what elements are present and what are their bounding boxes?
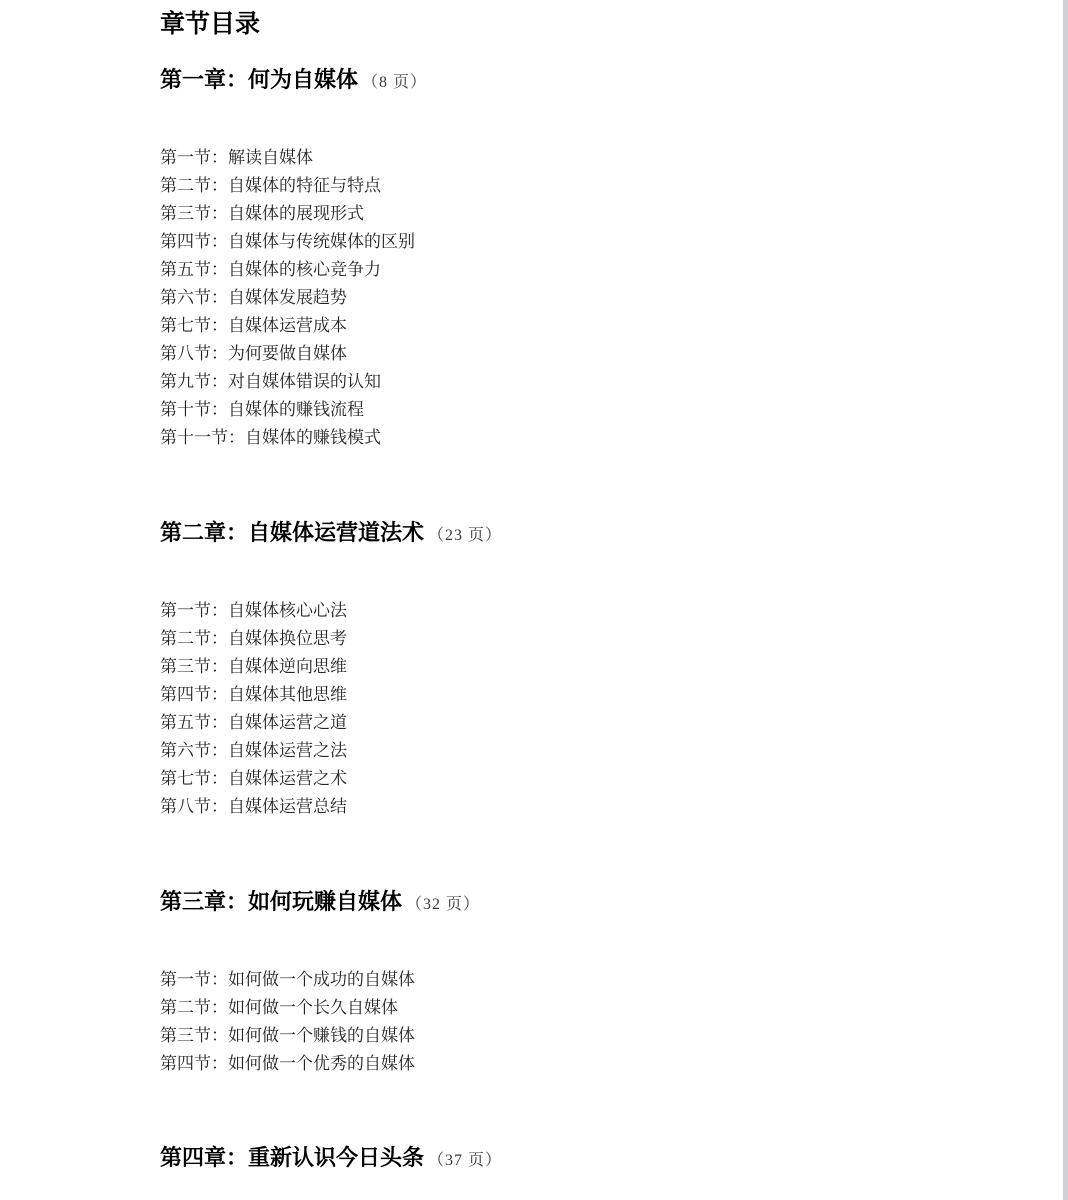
section-item: 第十一节：自媒体的赚钱模式 — [160, 428, 381, 447]
section-item: 第一节：如何做一个成功的自媒体 — [160, 970, 415, 989]
section-item: 第四节：自媒体与传统媒体的区别 — [160, 232, 415, 251]
chapter-3-heading — [160, 888, 1028, 919]
chapter-3-page-count: （32 页） — [406, 896, 481, 913]
section-item: 第五节：自媒体运营之道 — [160, 713, 347, 732]
chapter-1-heading — [160, 66, 1028, 97]
page-title: 章节目录 — [160, 10, 261, 38]
chapter-4 — [160, 1144, 1028, 1175]
chapter-4-heading — [160, 1144, 1028, 1175]
section-item: 第九节：对自媒体错误的认知 — [160, 372, 381, 391]
section-item: 第三节：如何做一个赚钱的自媒体 — [160, 1026, 415, 1045]
chapter-4-page-count: （37 页） — [428, 1152, 503, 1169]
section-item: 第三节：自媒体逆向思维 — [160, 657, 347, 676]
section-item: 第七节：自媒体运营之术 — [160, 769, 347, 788]
chapter-3 — [160, 888, 1028, 1078]
chapter-4-title: 第四章：重新认识今日头条 — [160, 1145, 425, 1170]
scrollbar[interactable] — [1063, 0, 1068, 1200]
section-item: 第二节：如何做一个长久自媒体 — [160, 998, 398, 1017]
chapter-2-page-count: （23 页） — [428, 527, 503, 544]
section-item: 第七节：自媒体运营成本 — [160, 316, 347, 335]
chapter-2-title: 第二章：自媒体运营道法术 — [160, 520, 425, 545]
section-item: 第六节：自媒体运营之法 — [160, 741, 347, 760]
chapter-1-sections — [160, 144, 1028, 452]
chapter-1 — [160, 66, 1028, 452]
section-item: 第二节：自媒体的特征与特点 — [160, 176, 381, 195]
section-item: 第四节：如何做一个优秀的自媒体 — [160, 1054, 415, 1073]
section-item: 第一节：解读自媒体 — [160, 148, 313, 167]
section-item: 第八节：为何要做自媒体 — [160, 344, 347, 363]
chapter-3-title: 第三章：如何玩赚自媒体 — [160, 889, 403, 914]
section-item: 第五节：自媒体的核心竞争力 — [160, 260, 381, 279]
section-item: 第三节：自媒体的展现形式 — [160, 204, 364, 223]
chapter-1-page-count: （8 页） — [362, 74, 428, 91]
section-item: 第二节：自媒体换位思考 — [160, 629, 347, 648]
chapter-2-heading — [160, 519, 1028, 550]
section-item: 第十节：自媒体的赚钱流程 — [160, 400, 364, 419]
section-item: 第一节：自媒体核心心法 — [160, 601, 347, 620]
chapter-1-title: 第一章：何为自媒体 — [160, 67, 359, 92]
section-item: 第四节：自媒体其他思维 — [160, 685, 347, 704]
section-item: 第六节：自媒体发展趋势 — [160, 288, 347, 307]
chapter-2-sections — [160, 597, 1028, 821]
section-item: 第八节：自媒体运营总结 — [160, 797, 347, 816]
chapter-2 — [160, 519, 1028, 821]
chapter-3-sections — [160, 966, 1028, 1078]
